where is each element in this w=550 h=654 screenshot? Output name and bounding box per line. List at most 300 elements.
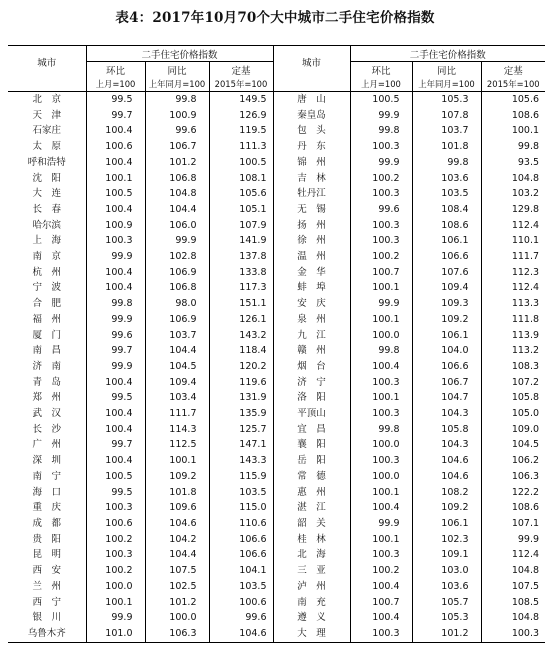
right-year-cell: 106.1 bbox=[412, 516, 481, 532]
left-city-cell: 南 京 bbox=[8, 249, 86, 265]
left-ring-cell: 99.7 bbox=[86, 437, 145, 453]
left-year-cell: 106.0 bbox=[145, 218, 209, 234]
left-base-cell: 135.9 bbox=[209, 406, 273, 422]
left-base-cell: 110.6 bbox=[209, 516, 273, 532]
right-year-cell: 102.3 bbox=[412, 532, 481, 548]
left-city-cell: 石家庄 bbox=[8, 123, 86, 139]
left-ring-cell: 101.0 bbox=[86, 626, 145, 642]
table-row bbox=[8, 390, 545, 406]
table-row bbox=[8, 186, 545, 202]
table-row bbox=[8, 343, 545, 359]
right-ring-cell: 100.2 bbox=[350, 563, 412, 579]
left-year-cell: 107.5 bbox=[145, 563, 209, 579]
left-base-cell: 126.1 bbox=[209, 312, 273, 328]
left-ring-cell: 100.4 bbox=[86, 406, 145, 422]
ring-subheader-right: 上月=100 bbox=[350, 77, 412, 92]
left-year-cell: 112.5 bbox=[145, 437, 209, 453]
left-city-cell: 北 京 bbox=[8, 92, 86, 108]
left-year-cell: 106.9 bbox=[145, 312, 209, 328]
right-city-cell: 扬 州 bbox=[273, 218, 350, 234]
left-city-cell: 长 沙 bbox=[8, 422, 86, 438]
table-body bbox=[8, 92, 545, 643]
table-row bbox=[8, 547, 545, 563]
left-city-cell: 郑 州 bbox=[8, 390, 86, 406]
right-year-cell: 103.0 bbox=[412, 563, 481, 579]
left-base-cell: 151.1 bbox=[209, 296, 273, 312]
left-city-cell: 宁 波 bbox=[8, 280, 86, 296]
left-ring-cell: 100.5 bbox=[86, 469, 145, 485]
left-year-cell: 103.4 bbox=[145, 390, 209, 406]
left-year-cell: 99.6 bbox=[145, 123, 209, 139]
right-year-cell: 109.2 bbox=[412, 500, 481, 516]
table-row bbox=[8, 485, 545, 501]
left-base-cell: 125.7 bbox=[209, 422, 273, 438]
left-ring-cell: 100.2 bbox=[86, 563, 145, 579]
left-base-cell: 107.9 bbox=[209, 218, 273, 234]
left-city-cell: 兰 州 bbox=[8, 579, 86, 595]
left-city-cell: 成 都 bbox=[8, 516, 86, 532]
right-base-cell: 113.2 bbox=[511, 345, 540, 357]
right-ring-cell: 100.3 bbox=[350, 186, 412, 202]
right-base-cell: 99.9 bbox=[517, 533, 540, 545]
right-ring-cell: 99.9 bbox=[350, 296, 412, 312]
left-year-cell: 106.8 bbox=[145, 280, 209, 296]
left-ring-cell: 99.5 bbox=[86, 390, 145, 406]
right-city-cell: 泉 州 bbox=[273, 312, 350, 328]
left-city-cell: 武 汉 bbox=[8, 406, 86, 422]
left-base-cell: 119.6 bbox=[209, 375, 273, 391]
table-row bbox=[8, 359, 545, 375]
right-city-cell: 韶 关 bbox=[273, 516, 350, 532]
table-row bbox=[8, 595, 545, 611]
left-city-cell: 南 宁 bbox=[8, 469, 86, 485]
right-ring-cell: 100.1 bbox=[350, 312, 412, 328]
right-base-cell: 104.5 bbox=[511, 439, 540, 451]
left-year-cell: 99.8 bbox=[145, 92, 209, 108]
left-year-cell: 114.3 bbox=[145, 422, 209, 438]
left-city-cell: 南 昌 bbox=[8, 343, 86, 359]
left-base-cell: 100.5 bbox=[209, 155, 273, 171]
right-year-cell: 103.5 bbox=[412, 186, 481, 202]
left-base-cell: 104.6 bbox=[209, 626, 273, 642]
table-row bbox=[8, 422, 545, 438]
right-year-cell: 109.4 bbox=[412, 280, 481, 296]
left-base-cell: 131.9 bbox=[209, 390, 273, 406]
right-year-cell: 104.7 bbox=[412, 390, 481, 406]
year-header-left: 同比 bbox=[145, 62, 209, 78]
table-row bbox=[8, 296, 545, 312]
right-ring-cell: 100.3 bbox=[350, 406, 412, 422]
left-city-cell: 福 州 bbox=[8, 312, 86, 328]
left-base-cell: 119.5 bbox=[209, 123, 273, 139]
right-base-cell: 108.6 bbox=[511, 502, 540, 514]
table-row bbox=[8, 312, 545, 328]
right-year-cell: 106.1 bbox=[412, 328, 481, 344]
right-year-cell: 104.6 bbox=[412, 469, 481, 485]
left-base-cell: 115.9 bbox=[209, 469, 273, 485]
right-ring-cell: 100.3 bbox=[350, 547, 412, 563]
right-year-cell: 105.7 bbox=[412, 595, 481, 611]
table-row bbox=[8, 155, 545, 171]
left-ring-cell: 99.9 bbox=[86, 359, 145, 375]
left-ring-cell: 100.4 bbox=[86, 155, 145, 171]
right-year-cell: 106.6 bbox=[412, 249, 481, 265]
left-city-cell: 长 春 bbox=[8, 202, 86, 218]
right-ring-cell: 99.8 bbox=[350, 422, 412, 438]
ring-subheader-left: 上月=100 bbox=[86, 77, 145, 92]
right-year-cell: 105.8 bbox=[412, 422, 481, 438]
table-row bbox=[8, 532, 545, 548]
right-base-cell: 100.3 bbox=[481, 626, 545, 642]
right-ring-cell: 99.6 bbox=[350, 202, 412, 218]
left-year-cell: 104.8 bbox=[145, 186, 209, 202]
right-base-cell: 104.8 bbox=[511, 172, 540, 184]
left-year-cell: 109.4 bbox=[145, 375, 209, 391]
right-year-cell: 101.2 bbox=[412, 626, 481, 642]
left-base-cell: 103.5 bbox=[209, 579, 273, 595]
left-year-cell: 104.4 bbox=[145, 343, 209, 359]
left-year-cell: 103.7 bbox=[145, 328, 209, 344]
city-subheader-left bbox=[8, 77, 86, 92]
right-ring-cell: 100.3 bbox=[350, 233, 412, 249]
left-city-cell: 呼和浩特 bbox=[8, 155, 86, 171]
right-year-cell: 103.6 bbox=[412, 171, 481, 187]
left-year-cell: 106.8 bbox=[145, 171, 209, 187]
right-ring-cell: 100.1 bbox=[350, 485, 412, 501]
right-city-cell: 锦 州 bbox=[273, 155, 350, 171]
right-city-cell: 桂 林 bbox=[273, 532, 350, 548]
right-ring-cell: 100.0 bbox=[350, 469, 412, 485]
right-year-cell: 108.2 bbox=[412, 485, 481, 501]
right-city-cell: 金 华 bbox=[273, 265, 350, 281]
right-ring-cell: 99.8 bbox=[350, 343, 412, 359]
right-city-cell: 惠 州 bbox=[273, 485, 350, 501]
city-header-left: 城市 bbox=[8, 46, 86, 78]
left-city-cell: 天 津 bbox=[8, 108, 86, 124]
right-ring-cell: 100.1 bbox=[350, 532, 412, 548]
left-year-cell: 104.4 bbox=[145, 547, 209, 563]
right-year-cell: 103.6 bbox=[412, 579, 481, 595]
left-ring-cell: 100.9 bbox=[86, 218, 145, 234]
right-ring-cell: 100.2 bbox=[350, 249, 412, 265]
right-city-cell: 徐 州 bbox=[273, 233, 350, 249]
right-city-cell: 吉 林 bbox=[273, 171, 350, 187]
right-base-cell: 103.2 bbox=[511, 188, 540, 200]
right-year-cell: 109.1 bbox=[412, 547, 481, 563]
left-ring-cell: 99.9 bbox=[86, 249, 145, 265]
left-ring-cell: 100.6 bbox=[86, 139, 145, 155]
left-year-cell: 104.4 bbox=[145, 202, 209, 218]
left-ring-cell: 99.9 bbox=[86, 312, 145, 328]
left-city-cell: 合 肥 bbox=[8, 296, 86, 312]
left-base-cell: 120.2 bbox=[209, 359, 273, 375]
right-city-cell: 北 海 bbox=[273, 547, 350, 563]
right-year-cell: 104.3 bbox=[412, 406, 481, 422]
right-ring-cell: 100.4 bbox=[350, 359, 412, 375]
left-ring-cell: 99.7 bbox=[86, 343, 145, 359]
left-base-cell: 126.9 bbox=[209, 108, 273, 124]
table-row bbox=[8, 92, 545, 108]
right-base-cell: 110.1 bbox=[511, 235, 540, 247]
right-city-cell: 大 理 bbox=[273, 626, 350, 642]
right-base-cell: 107.5 bbox=[511, 580, 540, 592]
left-ring-cell: 99.7 bbox=[86, 108, 145, 124]
right-base-cell: 108.6 bbox=[511, 109, 540, 121]
left-base-cell: 137.8 bbox=[209, 249, 273, 265]
right-year-cell: 103.7 bbox=[412, 123, 481, 139]
right-city-cell: 唐 山 bbox=[273, 92, 350, 108]
right-base-cell: 104.8 bbox=[511, 565, 540, 577]
right-city-cell: 赣 州 bbox=[273, 343, 350, 359]
ring-header-right: 环比 bbox=[350, 62, 412, 78]
table-row bbox=[8, 469, 545, 485]
left-base-cell: 104.1 bbox=[209, 563, 273, 579]
table-row bbox=[8, 249, 545, 265]
left-base-cell: 99.6 bbox=[209, 610, 273, 626]
left-ring-cell: 100.4 bbox=[86, 375, 145, 391]
left-city-cell: 上 海 bbox=[8, 233, 86, 249]
right-year-cell: 108.4 bbox=[412, 202, 481, 218]
right-city-cell: 泸 州 bbox=[273, 579, 350, 595]
table-row bbox=[8, 328, 545, 344]
left-base-cell: 100.6 bbox=[209, 595, 273, 611]
year-subheader-left: 上年同月=100 bbox=[145, 77, 209, 92]
left-year-cell: 101.2 bbox=[145, 595, 209, 611]
left-base-cell: 108.1 bbox=[209, 171, 273, 187]
left-ring-cell: 99.5 bbox=[86, 92, 145, 108]
table-row bbox=[8, 375, 545, 391]
right-ring-cell: 100.0 bbox=[350, 437, 412, 453]
table-row bbox=[8, 123, 545, 139]
right-city-cell: 常 德 bbox=[273, 469, 350, 485]
right-year-cell: 109.2 bbox=[412, 312, 481, 328]
left-base-cell: 149.5 bbox=[209, 92, 273, 108]
left-base-cell: 143.2 bbox=[209, 328, 273, 344]
right-ring-cell: 100.3 bbox=[350, 453, 412, 469]
base-subheader-left: 2015年=100 bbox=[209, 77, 273, 92]
left-year-cell: 101.2 bbox=[145, 155, 209, 171]
right-year-cell: 105.3 bbox=[412, 610, 481, 626]
table-row bbox=[8, 516, 545, 532]
right-base-cell: 112.4 bbox=[511, 219, 540, 231]
left-ring-cell: 100.3 bbox=[86, 500, 145, 516]
right-year-cell: 107.6 bbox=[412, 265, 481, 281]
right-base-cell: 111.7 bbox=[511, 251, 540, 263]
right-year-cell: 104.3 bbox=[412, 437, 481, 453]
left-city-cell: 沈 阳 bbox=[8, 171, 86, 187]
left-year-cell: 104.6 bbox=[145, 516, 209, 532]
left-year-cell: 98.0 bbox=[145, 296, 209, 312]
left-ring-cell: 100.2 bbox=[86, 532, 145, 548]
left-city-cell: 深 圳 bbox=[8, 453, 86, 469]
table-row bbox=[8, 563, 545, 579]
right-city-cell: 温 州 bbox=[273, 249, 350, 265]
left-year-cell: 100.0 bbox=[145, 610, 209, 626]
right-year-cell: 106.1 bbox=[412, 233, 481, 249]
right-base-cell: 108.5 bbox=[511, 596, 540, 608]
left-ring-cell: 100.1 bbox=[86, 595, 145, 611]
left-base-cell: 133.8 bbox=[209, 265, 273, 281]
right-base-cell: 111.8 bbox=[511, 313, 540, 325]
left-year-cell: 106.7 bbox=[145, 139, 209, 155]
right-ring-cell: 100.7 bbox=[350, 265, 412, 281]
right-base-cell: 105.8 bbox=[511, 392, 540, 404]
left-city-cell: 厦 门 bbox=[8, 328, 86, 344]
right-ring-cell: 100.0 bbox=[350, 328, 412, 344]
year-subheader-right: 上年同月=100 bbox=[412, 77, 481, 92]
right-city-cell: 烟 台 bbox=[273, 359, 350, 375]
left-city-cell: 哈尔滨 bbox=[8, 218, 86, 234]
left-base-cell: 103.5 bbox=[209, 485, 273, 501]
right-city-cell: 蚌 埠 bbox=[273, 280, 350, 296]
right-year-cell: 105.3 bbox=[412, 92, 481, 108]
table-row bbox=[8, 437, 545, 453]
left-ring-cell: 99.5 bbox=[86, 485, 145, 501]
left-city-cell: 银 川 bbox=[8, 610, 86, 626]
base-header-left: 定基 bbox=[209, 62, 273, 78]
right-city-cell: 宜 昌 bbox=[273, 422, 350, 438]
table-row bbox=[8, 453, 545, 469]
right-city-cell: 包 头 bbox=[273, 123, 350, 139]
table-row bbox=[8, 626, 545, 642]
right-ring-cell: 100.3 bbox=[350, 218, 412, 234]
left-year-cell: 106.9 bbox=[145, 265, 209, 281]
left-base-cell: 106.6 bbox=[209, 547, 273, 563]
table-row bbox=[8, 500, 545, 516]
right-ring-cell: 100.3 bbox=[350, 375, 412, 391]
right-base-cell: 112.4 bbox=[511, 282, 540, 294]
table-title: 表4：2017年10月70个大中城市二手住宅价格指数 bbox=[115, 10, 435, 26]
left-ring-cell: 100.0 bbox=[86, 579, 145, 595]
left-ring-cell: 100.4 bbox=[86, 453, 145, 469]
right-city-cell: 遵 义 bbox=[273, 610, 350, 626]
right-ring-cell: 100.1 bbox=[350, 390, 412, 406]
right-year-cell: 108.6 bbox=[412, 218, 481, 234]
left-city-cell: 昆 明 bbox=[8, 547, 86, 563]
right-ring-cell: 100.7 bbox=[350, 595, 412, 611]
right-year-cell: 101.8 bbox=[412, 139, 481, 155]
right-city-cell: 襄 阳 bbox=[273, 437, 350, 453]
right-ring-cell: 99.8 bbox=[350, 123, 412, 139]
right-city-cell: 安 庆 bbox=[273, 296, 350, 312]
right-ring-cell: 100.4 bbox=[350, 579, 412, 595]
table-row bbox=[8, 108, 545, 124]
left-ring-cell: 100.3 bbox=[86, 233, 145, 249]
right-year-cell: 109.3 bbox=[412, 296, 481, 312]
left-base-cell: 117.3 bbox=[209, 280, 273, 296]
right-base-cell: 113.9 bbox=[511, 329, 540, 341]
right-city-cell: 湛 江 bbox=[273, 500, 350, 516]
right-ring-cell: 100.4 bbox=[350, 500, 412, 516]
table-row bbox=[8, 579, 545, 595]
left-base-cell: 105.6 bbox=[209, 186, 273, 202]
left-year-cell: 102.8 bbox=[145, 249, 209, 265]
left-city-cell: 海 口 bbox=[8, 485, 86, 501]
left-ring-cell: 100.4 bbox=[86, 422, 145, 438]
left-year-cell: 106.3 bbox=[145, 626, 209, 642]
right-base-cell: 104.8 bbox=[511, 612, 540, 624]
left-ring-cell: 100.5 bbox=[86, 186, 145, 202]
left-city-cell: 西 安 bbox=[8, 563, 86, 579]
right-city-cell: 丹 东 bbox=[273, 139, 350, 155]
left-city-cell: 青 岛 bbox=[8, 375, 86, 391]
table-row bbox=[8, 610, 545, 626]
left-year-cell: 101.8 bbox=[145, 485, 209, 501]
left-ring-cell: 100.4 bbox=[86, 202, 145, 218]
table-row bbox=[8, 233, 545, 249]
left-year-cell: 109.6 bbox=[145, 500, 209, 516]
left-year-cell: 109.2 bbox=[145, 469, 209, 485]
left-city-cell: 重 庆 bbox=[8, 500, 86, 516]
left-year-cell: 100.9 bbox=[145, 108, 209, 124]
left-base-cell: 147.1 bbox=[209, 437, 273, 453]
right-base-cell: 129.8 bbox=[511, 203, 540, 215]
right-ring-cell: 100.1 bbox=[350, 280, 412, 296]
table-row bbox=[8, 139, 545, 155]
left-ring-cell: 100.1 bbox=[86, 171, 145, 187]
right-ring-cell: 100.3 bbox=[350, 139, 412, 155]
city-header-right: 城市 bbox=[273, 46, 350, 78]
left-base-cell: 141.9 bbox=[209, 233, 273, 249]
right-base-cell: 100.1 bbox=[511, 125, 540, 137]
table-row bbox=[8, 202, 545, 218]
right-base-cell: 112.4 bbox=[511, 549, 540, 561]
left-city-cell: 太 原 bbox=[8, 139, 86, 155]
right-base-cell: 112.3 bbox=[511, 266, 540, 278]
right-city-cell: 牡丹江 bbox=[273, 186, 350, 202]
right-base-cell: 113.3 bbox=[511, 298, 540, 310]
left-ring-cell: 100.6 bbox=[86, 516, 145, 532]
right-year-cell: 99.8 bbox=[412, 155, 481, 171]
right-ring-cell: 100.5 bbox=[350, 92, 412, 108]
left-ring-cell: 99.6 bbox=[86, 328, 145, 344]
group-header-right: 二手住宅价格指数 bbox=[350, 46, 545, 62]
table-row bbox=[8, 218, 545, 234]
left-city-cell: 济 南 bbox=[8, 359, 86, 375]
city-subheader-right bbox=[273, 77, 350, 92]
left-city-cell: 贵 阳 bbox=[8, 532, 86, 548]
left-base-cell: 106.6 bbox=[209, 532, 273, 548]
right-year-cell: 106.6 bbox=[412, 359, 481, 375]
left-base-cell: 105.1 bbox=[209, 202, 273, 218]
left-base-cell: 118.4 bbox=[209, 343, 273, 359]
left-ring-cell: 99.9 bbox=[86, 610, 145, 626]
right-ring-cell: 99.9 bbox=[350, 108, 412, 124]
right-base-cell: 106.2 bbox=[511, 455, 540, 467]
right-base-cell: 109.0 bbox=[511, 423, 540, 435]
left-ring-cell: 100.4 bbox=[86, 123, 145, 139]
right-city-cell: 平顶山 bbox=[273, 406, 350, 422]
left-year-cell: 111.7 bbox=[145, 406, 209, 422]
right-ring-cell: 99.9 bbox=[350, 516, 412, 532]
right-city-cell: 秦皇岛 bbox=[273, 108, 350, 124]
left-ring-cell: 100.4 bbox=[86, 265, 145, 281]
left-base-cell: 143.3 bbox=[209, 453, 273, 469]
base-header-right: 定基 bbox=[503, 65, 523, 77]
left-ring-cell: 100.3 bbox=[86, 547, 145, 563]
right-base-cell: 93.5 bbox=[517, 156, 540, 168]
left-city-cell: 西 宁 bbox=[8, 595, 86, 611]
right-year-cell: 104.0 bbox=[412, 343, 481, 359]
base-subheader-right: 2015年=100 bbox=[481, 77, 545, 92]
ring-header-left: 环比 bbox=[86, 62, 145, 78]
left-year-cell: 100.1 bbox=[145, 453, 209, 469]
right-base-cell: 106.3 bbox=[511, 470, 540, 482]
right-base-cell: 108.3 bbox=[511, 360, 540, 372]
group-header-left: 二手住宅价格指数 bbox=[86, 46, 273, 62]
right-city-cell: 岳 阳 bbox=[273, 453, 350, 469]
right-base-cell: 107.1 bbox=[511, 517, 540, 529]
